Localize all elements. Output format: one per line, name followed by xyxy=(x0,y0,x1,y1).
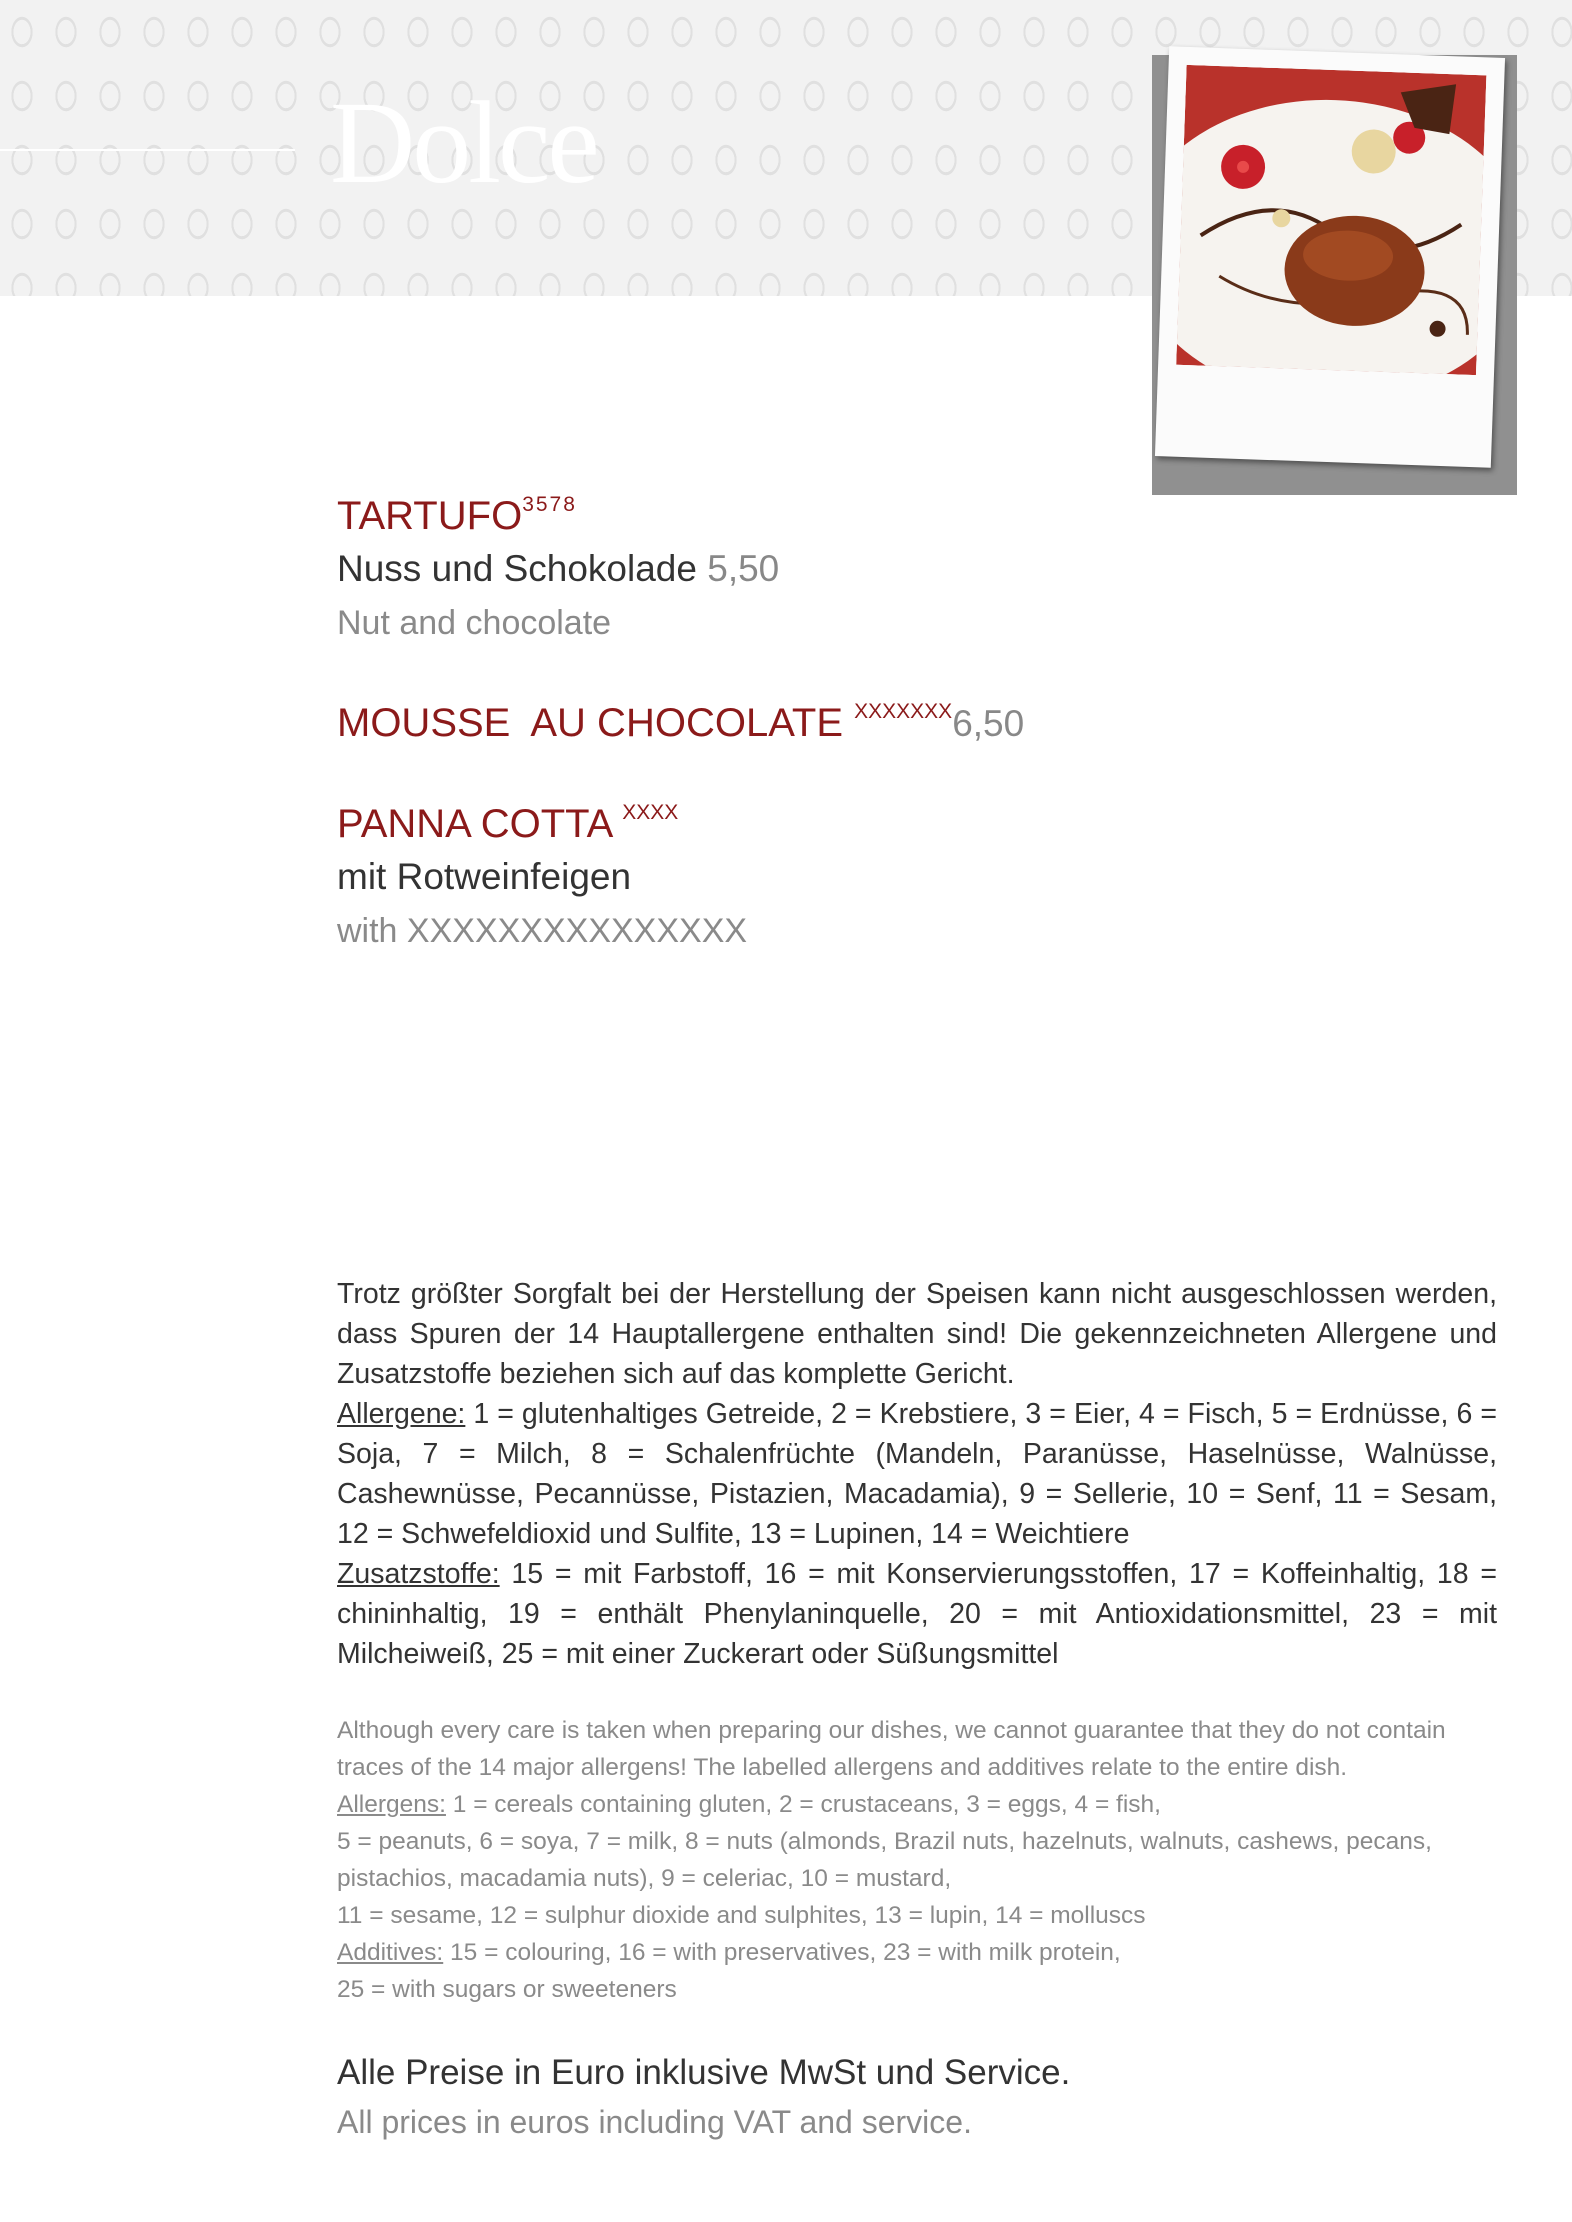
allergens-label: Allergens: xyxy=(337,1791,446,1818)
photo-card xyxy=(1155,46,1505,467)
item-name: MOUSSE AU CHOCOLATE xyxy=(337,701,844,745)
additives-label: Zusatzstoffe: xyxy=(337,1558,500,1590)
item-name: TARTUFO xyxy=(337,494,523,538)
menu-item-tartufo xyxy=(337,494,779,640)
allergens-label: Allergene: xyxy=(337,1398,466,1430)
dessert-photo-icon xyxy=(1176,65,1486,375)
item-description-text: Nuss und Schokolade xyxy=(337,548,697,589)
allergen-notice-en xyxy=(337,1712,1497,2008)
allergen-notice-de xyxy=(337,1274,1497,1674)
notice-intro: Trotz größter Sorgfalt bei der Herstellung der Speisen kann nicht ausgeschlossen werden, dass Spuren der 14 Hauptallergene enthalten sind! Die gekennzeichneten Allergene und Zusatzstoffe beziehen sich auf das komplette Gericht. xyxy=(337,1278,1497,1390)
item-title xyxy=(337,494,779,536)
allergen-codes: XXXX xyxy=(622,801,679,824)
additives-list-line: 15 = colouring, 16 = with preservatives, 23 = with milk protein, xyxy=(443,1939,1121,1966)
item-title xyxy=(337,802,747,844)
item-price: 5,50 xyxy=(707,548,780,589)
menu-item-mousse xyxy=(337,701,1024,743)
price-note-en: All prices in euros including VAT and service. xyxy=(337,2104,972,2140)
dessert-illustration xyxy=(1176,65,1486,375)
additives-list-line: 25 = with sugars or sweeteners xyxy=(337,1976,677,2003)
item-title xyxy=(337,701,1024,743)
heading-rule xyxy=(0,149,295,151)
additives-list: 15 = mit Farbstoff, 16 = mit Konservierungsstoffen, 17 = Koffeinhaltig, 18 = chininhaltig, 19 = enthält Phenylaninquelle, 20 = mit Antioxidationsmittel, 23 = mit Milcheiweiß, 25 = mit einer Zuckerart oder Süßungsmittel xyxy=(337,1558,1497,1670)
additives-label: Additives: xyxy=(337,1939,444,1966)
allergens-list-line: 5 = peanuts, 6 = soya, 7 = milk, 8 = nuts (almonds, Brazil nuts, hazelnuts, walnuts, cashews, pecans, pistachios, macadamia nuts), 9 = celeriac, 10 = mustard, xyxy=(337,1828,1432,1892)
allergens-list-line: 11 = sesame, 12 = sulphur dioxide and sulphites, 13 = lupin, 14 = molluscs xyxy=(337,1902,1146,1929)
page-title: Dolce xyxy=(330,77,597,208)
item-description-de xyxy=(337,550,779,587)
item-name: PANNA COTTA xyxy=(337,802,612,846)
allergen-codes: 3578 xyxy=(522,493,577,516)
notice-intro: Although every care is taken when preparing our dishes, we cannot guarantee that they do not contain traces of the 14 major allergens! The labelled allergens and additives relate to the entire dish. xyxy=(337,1717,1446,1781)
price-note-de: Alle Preise in Euro inklusive MwSt und Service. xyxy=(337,2053,1071,2092)
item-description-en: with XXXXXXXXXXXXXXX xyxy=(337,912,748,950)
allergens-list-line: 1 = cereals containing gluten, 2 = crustaceans, 3 = eggs, 4 = fish, xyxy=(445,1791,1161,1818)
allergen-codes: XXXXXXX xyxy=(854,700,953,723)
allergens-list: 1 = glutenhaltiges Getreide, 2 = Krebstiere, 3 = Eier, 4 = Fisch, 5 = Erdnüsse, 6 = Soja, 7 = Milch, 8 = Schalenfrüchte (Mandeln, Paranüsse, Haselnüsse, Walnüsse, Cashewnüsse, Pecannüsse, Pistazien, Macadamia), 9 = Sellerie, 10 = Senf, 11 = Sesam, 12 = Schwefeldioxid und Sulfite, 13 = Lupinen, 14 = Weichtiere xyxy=(337,1398,1497,1550)
item-price: 6,50 xyxy=(952,703,1025,744)
item-description-en: Nut and chocolate xyxy=(337,604,612,642)
menu-item-panna-cotta xyxy=(337,802,747,948)
item-description-de: mit Rotweinfeigen xyxy=(337,856,632,897)
